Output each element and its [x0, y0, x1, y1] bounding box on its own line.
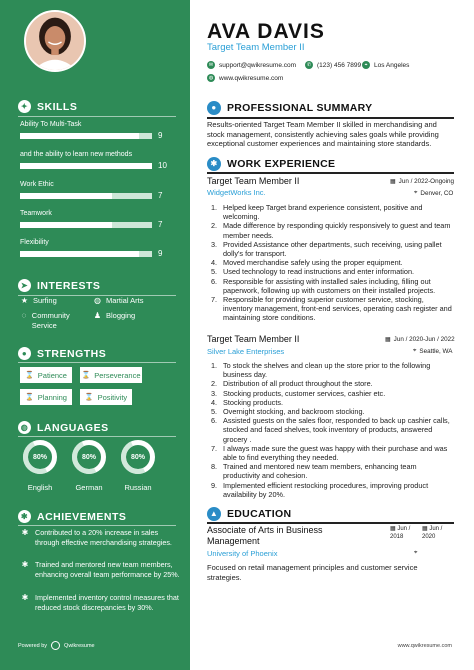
experience-heading: ✱ WORK EXPERIENCE — [207, 157, 335, 171]
hourglass-icon: ⌛ — [25, 394, 34, 401]
gear-icon: ✱ — [207, 157, 221, 171]
globe-icon: ◍ — [208, 75, 214, 81]
strength-tag: ⌛ Positivity — [80, 389, 132, 405]
language-name: German — [75, 483, 103, 492]
skill-label: Ability To Multi-Task — [20, 121, 82, 128]
list-item: 3. Provided Assistance other departments, such receiving, using pallet dolly's for transport. — [211, 239, 442, 259]
language-level-ring: 80% — [121, 440, 155, 474]
skill-bar-fill — [20, 133, 139, 139]
strengths-heading: ● STRENGTHS — [18, 347, 106, 360]
skill-item — [20, 120, 176, 140]
users-icon: ♟ — [93, 311, 102, 320]
calendar-icon: ▦ — [390, 526, 398, 532]
skill-value: 7 — [158, 191, 163, 200]
list-item: 8. Trained and mentored new team members, enhancing team productivity and cohesion. — [211, 462, 417, 481]
skills-heading: ✦ SKILLS — [18, 100, 77, 113]
skill-label: and the ability to learn new methods — [20, 151, 133, 158]
map-pin-icon: ⌖ — [414, 190, 418, 196]
strengths-divider — [18, 362, 176, 363]
achievements-divider — [18, 525, 176, 526]
skill-item — [20, 180, 176, 200]
skill-bar — [20, 222, 152, 228]
interest-item: ♟ Blogging — [93, 311, 136, 320]
list-item: 7. Responsible for providing superior customer service, stocking, inventory management, front-end services, operating cash register and maintaining store conditions. — [211, 295, 452, 323]
skill-bar-fill — [20, 251, 139, 257]
skill-value: 9 — [158, 249, 163, 258]
job-duties-list — [211, 361, 454, 499]
skill-bar — [20, 133, 152, 139]
gear-icon: ✱ — [21, 528, 29, 537]
map-pin-icon: ⌖ — [414, 550, 418, 556]
skill-bar-fill — [20, 193, 112, 199]
envelope-icon: ✉ — [208, 62, 214, 68]
calendar-icon: ▦ — [390, 179, 396, 185]
sidebar — [0, 0, 190, 670]
language-name: Russian — [124, 483, 152, 492]
company-name: Silver Lake Enterprises — [207, 347, 285, 356]
interest-item: ◌ Community Service — [21, 311, 70, 330]
experience-divider — [207, 172, 454, 174]
interest-item: ◍ Martial Arts — [94, 296, 144, 305]
list-item: 9. Implemented efficient restocking procedures, improving product availability by 20%. — [211, 480, 429, 499]
skill-bar — [20, 251, 152, 257]
list-item: 3. Stocking products, customer services, cashier etc. — [211, 388, 386, 398]
list-item: 4. Moved merchandise safely using the proper equipment. — [211, 258, 403, 268]
list-item: 6. Assisted guests on the sales floor, responded to back up cashier calls, stocked and faced shelves, took inventory of products, answered grocery . — [211, 416, 450, 444]
avatar-illustration — [26, 12, 84, 70]
map-pin-icon: ⌖ — [362, 61, 370, 69]
skill-value: 9 — [158, 131, 163, 140]
skill-value: 7 — [158, 220, 163, 229]
language-name: English — [27, 483, 53, 492]
skill-label: Teamwork — [20, 210, 52, 217]
skill-bar-fill — [20, 163, 152, 169]
paper-plane-icon: ➤ — [18, 279, 31, 292]
gear-icon: ✱ — [18, 510, 31, 523]
hourglass-icon: ⌛ — [25, 372, 34, 379]
education-divider — [207, 522, 454, 524]
summary-heading: ● PROFESSIONAL SUMMARY — [207, 101, 372, 115]
list-item: 4. Stocking products. — [211, 397, 284, 407]
contact-phone[interactable]: ✆ (123) 456 7899 — [306, 61, 362, 69]
strength-tag: ⌛ Patience — [20, 367, 72, 383]
candidate-name: AVA DAVIS — [207, 20, 325, 43]
job-duties-list — [211, 203, 454, 323]
languages-divider — [18, 436, 176, 437]
skill-bar — [20, 163, 152, 169]
skill-bar — [20, 193, 152, 199]
job-title: Target Team Member II — [207, 176, 300, 186]
skill-label: Flexibility — [20, 239, 49, 246]
list-item: 5. Overnight stocking, and backroom stocking. — [211, 407, 365, 417]
list-item: 6. Responsible for assisting with installed sales including, filling out paperwork, following up with customers on their installed projects. — [211, 276, 436, 295]
skill-item — [20, 238, 176, 258]
globe-icon: ◍ — [18, 421, 31, 434]
education-heading: ▲ EDUCATION — [207, 507, 291, 521]
achievement-item: ✱ Contributed to a 20% increase in sales through effective merchandising strategies. — [21, 528, 172, 547]
language-level-ring: 80% — [72, 440, 106, 474]
powered-by: Powered by Qwikresume — [18, 642, 95, 649]
graduation-cap-icon: ▲ — [207, 507, 221, 521]
map-pin-icon: ⌖ — [413, 348, 417, 354]
job-title: Target Team Member II — [207, 334, 300, 344]
list-item: 5. Used technology to read instructions and enter information. — [211, 267, 415, 277]
list-item: 1. Helped keep Target brand experience consistent, positive and welcoming. — [211, 203, 423, 222]
language-level-ring: 80% — [23, 440, 57, 474]
globe-icon: ◌ — [21, 311, 27, 320]
skill-label: Work Ethic — [20, 181, 54, 188]
education-start-date: ▦ Jun / 2018 — [390, 526, 411, 540]
skill-item — [20, 150, 176, 170]
star-icon: ★ — [20, 296, 29, 305]
education-description: Focused on retail management principles and customer service strategies. — [207, 563, 418, 582]
job-location: ⌖ Seattle, WA — [413, 348, 453, 355]
achievements-heading: ✱ ACHIEVEMENTS — [18, 510, 126, 523]
skill-bar-fill — [20, 222, 112, 228]
list-item: 1. To stock the shelves and clean up the store prior to the following business day. — [211, 361, 431, 380]
job-location: ⌖ Denver, CO — [414, 190, 454, 197]
phone-icon: ✆ — [306, 62, 312, 68]
strength-tag: ⌛ Perseverance — [80, 367, 142, 383]
hourglass-icon: ⌛ — [81, 372, 91, 379]
education-end-date: ▦ Jun / 2020 — [422, 526, 443, 540]
school-name: University of Phoenix — [207, 549, 278, 558]
interests-heading: ➤ INTERESTS — [18, 279, 100, 292]
education-location-pin — [414, 550, 417, 557]
languages-heading: ◍ LANGUAGES — [18, 421, 109, 434]
company-name: WidgetWorks Inc. — [207, 188, 266, 197]
candidate-title: Target Team Member II — [207, 42, 305, 53]
summary-text: Results-oriented Target Team Member II skilled in merchandising and stock management, consistently achieving sales goals while providing exceptional customer experiences and maintaining store standards. — [207, 120, 439, 148]
job-dates: ▦ Jun / 2020-Jun / 2022 — [385, 336, 455, 343]
list-item: 2. Made difference by responding quickly responsively to guest and team member needs. — [211, 221, 451, 240]
list-item: 2. Distribution of all product throughout the store. — [211, 379, 373, 389]
strength-tag: ⌛ Planning — [20, 389, 72, 405]
profile-photo — [24, 10, 86, 72]
list-item: 7. I always made sure the guest was happy with their purchase and was able to find everything they needed. — [211, 443, 448, 463]
contact-website[interactable]: ◍ www.qwikresume.com — [208, 74, 284, 82]
globe-icon: ◍ — [94, 296, 101, 305]
calendar-icon: ▦ — [422, 526, 430, 532]
job-dates: ▦ Jun / 2022-Ongoing — [390, 178, 454, 185]
user-icon: ● — [18, 347, 31, 360]
qwikresume-logo-icon — [51, 641, 60, 650]
gear-icon: ✱ — [21, 560, 29, 569]
summary-divider — [207, 117, 454, 119]
lightbulb-icon: ✦ — [18, 100, 31, 113]
user-icon: ● — [207, 101, 221, 115]
gear-icon: ✱ — [21, 593, 29, 602]
interest-item: ★ Surfing — [20, 296, 57, 305]
hourglass-icon: ⌛ — [84, 394, 94, 401]
achievement-item: ✱ Implemented inventory control measures that reduced stock discrepancies by 30%. — [21, 593, 179, 612]
footer-url[interactable]: www.qwikresume.com — [397, 643, 452, 649]
contact-email[interactable]: ✉ support@qwikresume.com — [208, 61, 297, 69]
skill-item — [20, 209, 176, 229]
calendar-icon: ▦ — [385, 337, 391, 343]
degree-title: Associate of Arts in Business Management — [207, 525, 323, 546]
achievement-item: ✱ Trained and mentored new team members, enhancing overall team performance by 25%. — [21, 560, 180, 579]
skill-value: 10 — [158, 161, 167, 170]
skills-divider — [18, 116, 176, 117]
contact-location: ⌖ Los Angeles — [362, 61, 409, 69]
